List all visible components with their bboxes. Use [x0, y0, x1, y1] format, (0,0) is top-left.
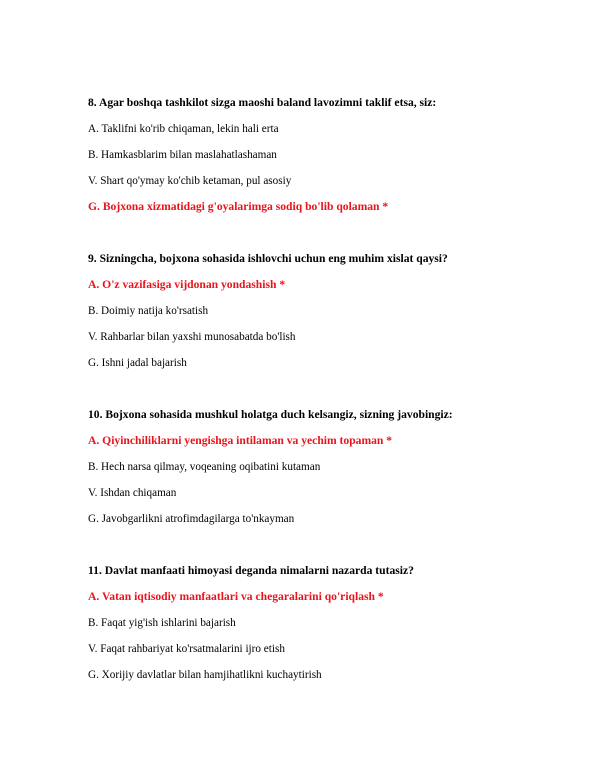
- answer-option-g: G. Javobgarlikni atrofimdagilarga to'nkayman: [88, 513, 295, 525]
- correct-answer-option-g: G. Bojxona xizmatidagi g'oyalarimga sodiq bo'lib qolaman *: [88, 200, 389, 213]
- question-title: 8. Agar boshqa tashkilot sizga maoshi baland lavozimni taklif etsa, siz:: [88, 96, 437, 109]
- answer-option-v: V. Faqat rahbariyat ko'rsatmalarini ijro etish: [88, 643, 285, 655]
- answer-option-v: V. Ishdan chiqaman: [88, 487, 177, 499]
- correct-answer-option-a: A. Qiyinchiliklarni yengishga intilaman va yechim topaman *: [88, 434, 393, 447]
- question-title: 10. Bojxona sohasida mushkul holatga duch kelsangiz, sizning javobingiz:: [88, 408, 453, 421]
- question-title: 11. Davlat manfaati himoyasi deganda nimalarni nazarda tutasiz?: [88, 564, 414, 577]
- answer-option-b: B. Doimiy natija ko'rsatish: [88, 305, 209, 317]
- correct-answer-option-a: A. O'z vazifasiga vijdonan yondashish *: [88, 278, 286, 291]
- answer-option-g: G. Ishni jadal bajarish: [88, 357, 187, 369]
- answer-option-b: B. Hech narsa qilmay, voqeaning oqibatini kutaman: [88, 461, 321, 473]
- correct-answer-option-a: A. Vatan iqtisodiy manfaatlari va chegaralarini qo'riqlash *: [88, 590, 384, 603]
- question-title: 9. Sizningcha, bojxona sohasida ishlovchi uchun eng muhim xislat qaysi?: [88, 252, 448, 265]
- answer-option-a: A. Taklifni ko'rib chiqaman, lekin hali erta: [88, 123, 279, 135]
- answer-option-b: B. Hamkasblarim bilan maslahatlashaman: [88, 149, 277, 161]
- answer-option-v: V. Shart qo'ymay ko'chib ketaman, pul asosiy: [88, 175, 292, 187]
- answer-option-g: G. Xorijiy davlatlar bilan hamjihatlikni kuchaytirish: [88, 669, 322, 681]
- answer-option-b: B. Faqat yig'ish ishlarini bajarish: [88, 617, 236, 629]
- answer-option-v: V. Rahbarlar bilan yaxshi munosabatda bo'lish: [88, 331, 296, 343]
